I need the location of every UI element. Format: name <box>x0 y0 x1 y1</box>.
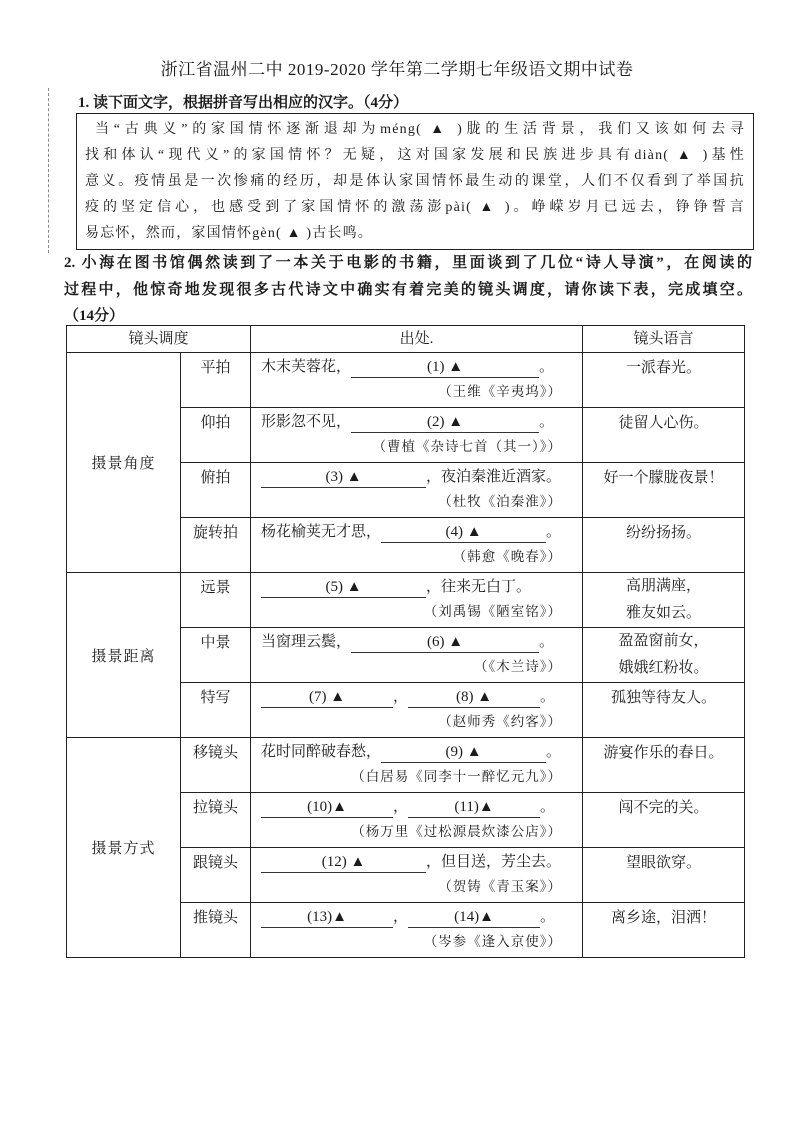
shot-language: 徒留人心伤。 <box>583 408 745 463</box>
shot-type: 中景 <box>181 628 251 683</box>
header-language: 镜头语言 <box>583 326 745 353</box>
question-1-heading: 1. 读下面文字，根据拼音写出相应的汉字。（4分） <box>78 95 409 111</box>
answer-blank: (6) ▲ <box>351 632 539 653</box>
citation: （韩愈《晚春》） <box>452 549 563 564</box>
citation: （白居易《同李十一醉忆元九》） <box>351 769 563 784</box>
source-cell <box>251 408 583 463</box>
shot-language: 离乡途，泪洒！ <box>583 903 745 958</box>
verse-line <box>261 793 574 820</box>
shot-language: 一派春光。 <box>583 353 745 408</box>
shot-language: 游宴作乐的春日。 <box>583 738 745 793</box>
verse-line <box>261 903 574 930</box>
citation: （岑参《逢入京使》） <box>423 934 563 949</box>
group-label: 摄景角度 <box>67 353 181 573</box>
source-cell <box>251 463 583 518</box>
shot-type: 旋转拍 <box>181 518 251 573</box>
source-cell <box>251 573 583 628</box>
passage-line: 当“古典义”的家国情怀逐渐退却为méng( ▲ )胧的生活背景，我们又该如何去寻 <box>95 122 745 137</box>
shot-type: 特写 <box>181 683 251 738</box>
verse-line <box>261 683 574 710</box>
source-cell <box>251 628 583 683</box>
answer-blank: (4) ▲ <box>381 522 546 543</box>
citation: （王维《辛夷坞》） <box>438 384 563 399</box>
citation: （贺铸《青玉案》） <box>438 879 563 894</box>
verse-text: ， <box>393 799 409 815</box>
verse-text: ，但目送，芳尘去。 <box>426 854 562 870</box>
shot-language <box>583 628 745 683</box>
shot-type: 远景 <box>181 573 251 628</box>
verse-text: 木末芙蓉花， <box>261 359 352 375</box>
source-cell <box>251 353 583 408</box>
prompt-line: （14分） <box>64 308 125 324</box>
passage-box <box>76 113 754 250</box>
passage-line: 意义。疫情虽是一次惨痛的经历，却是体认家国情怀最生动的课堂，人们不仅看到了举国抗 <box>85 174 745 189</box>
verse-line <box>261 738 574 765</box>
citation: （刘禹锡《陋室铭》） <box>423 604 563 619</box>
source-cell <box>251 683 583 738</box>
answer-blank: (1) ▲ <box>351 357 539 378</box>
citation: （赵师秀《约客》） <box>438 714 563 729</box>
verse-text: 。 <box>546 744 562 760</box>
verse-text: 当窗理云鬓， <box>261 634 352 650</box>
shot-type: 推镜头 <box>181 903 251 958</box>
shot-language-line: 雅友如云。 <box>626 605 702 621</box>
answer-blank: (3) ▲ <box>261 467 426 488</box>
shot-type: 仰拍 <box>181 408 251 463</box>
verse-text: ， <box>393 689 409 705</box>
answer-blank: (8) ▲ <box>408 687 540 708</box>
verse-line <box>261 353 574 380</box>
citation: （曹植《杂诗七首（其一）》） <box>372 439 563 454</box>
shot-type: 拉镜头 <box>181 793 251 848</box>
shot-type: 平拍 <box>181 353 251 408</box>
verse-text: ， <box>393 909 409 925</box>
verse-text: 。 <box>539 414 555 430</box>
citation: （《木兰诗》） <box>474 659 563 674</box>
passage-line: 易忘怀，然而，家国情怀gèn( ▲ )古长鸣。 <box>85 226 373 241</box>
source-cell <box>251 848 583 903</box>
shot-language: 望眼欲穿。 <box>583 848 745 903</box>
verse-text: ，夜泊秦淮近酒家。 <box>426 469 562 485</box>
verse-text: 。 <box>540 909 556 925</box>
verse-line <box>261 463 574 490</box>
shot-language-line: 娥娥红粉妆。 <box>618 660 709 676</box>
answer-blank: (9) ▲ <box>381 742 546 763</box>
verse-text: 杨花榆荚无才思， <box>261 524 382 540</box>
answer-blank: (7) ▲ <box>261 687 393 708</box>
shot-type: 俯拍 <box>181 463 251 518</box>
verse-text: 。 <box>539 634 555 650</box>
shot-language: 纷纷扬扬。 <box>583 518 745 573</box>
answer-blank: (11)▲ <box>408 797 540 818</box>
passage-line: 疫的坚定信心，也感受到了家国情怀的激荡澎pài( ▲ )。峥嵘岁月已远去，铮铮誓言 <box>85 200 745 215</box>
source-cell <box>251 738 583 793</box>
header-dispatch: 镜头调度 <box>67 326 251 353</box>
answer-blank: (14)▲ <box>408 907 540 928</box>
header-source: 出处. <box>251 326 583 353</box>
answer-blank: (10)▲ <box>261 797 393 818</box>
shot-language: 好一个朦胧夜景！ <box>583 463 745 518</box>
source-cell <box>251 518 583 573</box>
verse-line <box>261 408 574 435</box>
shot-language: 闯不完的关。 <box>583 793 745 848</box>
shot-language: 孤独等待友人。 <box>583 683 745 738</box>
passage-line: 找和体认“现代义”的家国情怀？无疑，这对国家发展和民族进步具有diàn( ▲ )基性 <box>85 148 745 163</box>
answer-blank: (12) ▲ <box>261 852 426 873</box>
binding-line <box>48 88 49 253</box>
citation: （杜牧《泊秦淮》） <box>438 494 563 509</box>
verse-text: 。 <box>546 524 562 540</box>
source-cell <box>251 903 583 958</box>
camera-shot-table <box>66 325 745 958</box>
group-label: 摄景方式 <box>67 738 181 958</box>
verse-line <box>261 848 574 875</box>
answer-blank: (5) ▲ <box>261 577 426 598</box>
citation: （杨万里《过松源晨炊漆公店》） <box>351 824 563 839</box>
answer-blank: (2) ▲ <box>351 412 539 433</box>
source-cell <box>251 793 583 848</box>
verse-text: 花时同醉破春愁， <box>261 744 382 760</box>
prompt-line: 2. 小海在图书馆偶然读到了一本关于电影的书籍，里面谈到了几位“诗人导演”，在阅读的 <box>64 255 752 271</box>
verse-text: 。 <box>540 689 556 705</box>
shot-language-line: 高朋满座， <box>626 578 702 594</box>
verse-text: 形影忽不见， <box>261 414 352 430</box>
table-row <box>67 573 745 628</box>
verse-text: ，往来无白丁。 <box>426 579 532 595</box>
shot-type: 跟镜头 <box>181 848 251 903</box>
table-header-row <box>67 326 745 353</box>
shot-language-line: 盈盈窗前女， <box>618 633 709 649</box>
verse-line <box>261 518 574 545</box>
answer-blank: (13)▲ <box>261 907 393 928</box>
shot-language <box>583 573 745 628</box>
prompt-line: 过程中，他惊奇地发现很多古代诗文中确实有着完美的镜头调度，请你读下表，完成填空。 <box>64 281 752 298</box>
verse-text: 。 <box>540 799 556 815</box>
verse-text: 。 <box>539 359 555 375</box>
table-row <box>67 738 745 793</box>
shot-type: 移镜头 <box>181 738 251 793</box>
verse-line <box>261 628 574 655</box>
group-label: 摄景距离 <box>67 573 181 738</box>
exam-title: 浙江省温州二中 2019-2020 学年第二学期七年级语文期中试卷 <box>160 60 634 79</box>
table-row <box>67 353 745 408</box>
verse-line <box>261 573 574 600</box>
question-2-prompt <box>64 250 752 330</box>
